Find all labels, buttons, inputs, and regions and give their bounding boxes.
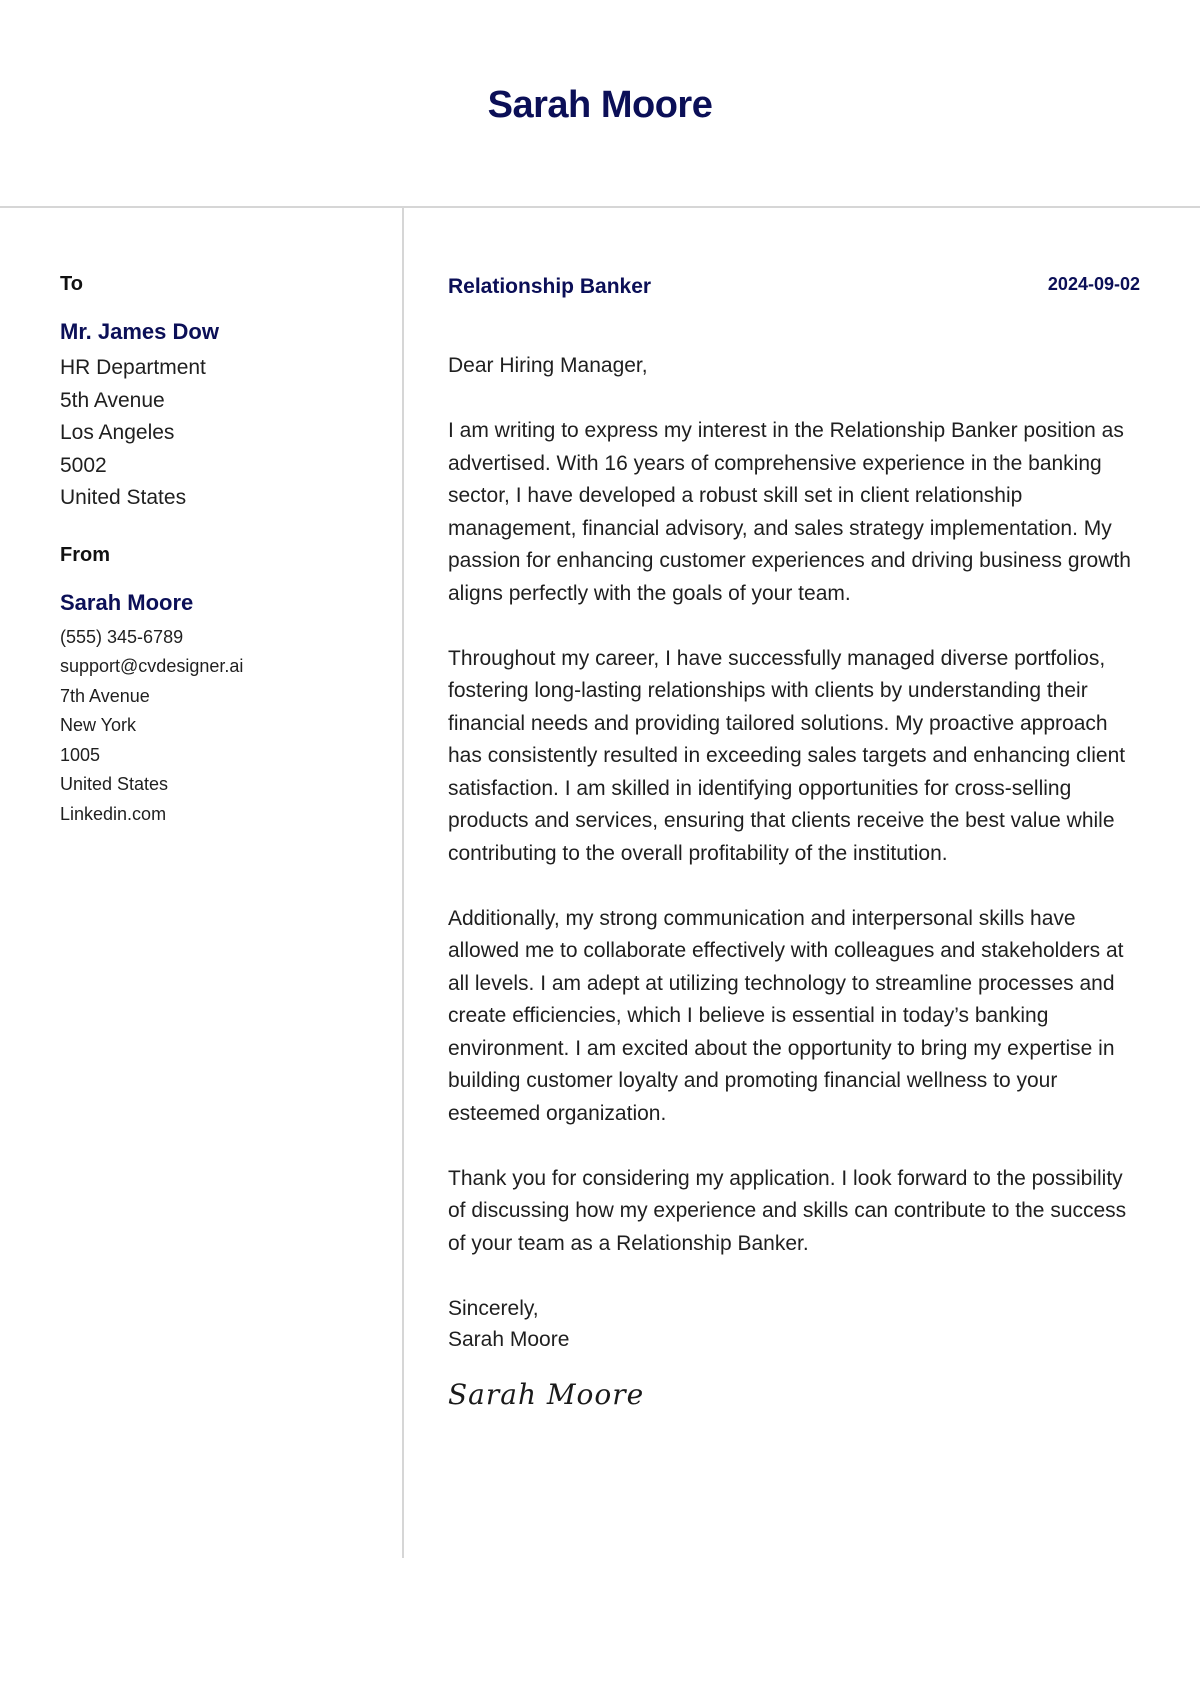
paragraph-closing: Thank you for considering my application. I look forward to the possibility of discussing how my experience and skills can contribute to the success of your team as a Relationship Banker. [448,1166,1127,1255]
page-header [0,0,1200,208]
sender-linkedin: Linkedin.com [60,803,167,824]
letter-heading [448,270,1140,310]
recipient-department: HR Department [60,356,206,379]
recipient-address [60,352,380,515]
applicant-name-title: Sarah Moore [487,84,713,126]
letter-date: 2024-09-02 [1047,274,1140,294]
recipient-street: 5th Avenue [60,388,165,412]
sender-contact-details [60,623,380,830]
signer-name: Sarah Moore [448,1327,570,1351]
handwritten-signature: Sarah Moore [448,1377,645,1411]
sender-email: support@cvdesigner.ai [60,656,244,676]
letter-body-column [448,270,1140,1413]
sender-street: 7th Avenue [60,685,150,706]
paragraph-experience: Throughout my career, I have successfully managed diverse portfolios, fostering long-lasting relationships with clients by understanding their financial needs and providing tailored solutions. My proactive approach has consistently resulted in exceeding sales targets and enhancing client satisfaction. I am skilled in identifying opportunities for cross-selling products and services, ensuring that clients receive the best value while contributing to the overall profitability of the institution. [448,646,1126,865]
recipient-name: Mr. James Dow [60,319,219,344]
recipient-block [60,272,380,515]
recipient-postal-code: 5002 [60,453,107,477]
sender-city: New York [60,715,137,735]
recipient-label: To [60,273,83,295]
sender-block [60,543,380,830]
sender-name: Sarah Moore [60,589,194,615]
address-sidebar [60,272,380,829]
sender-label: From [60,543,110,566]
recipient-city: Los Angeles [60,421,175,444]
salutation: Dear Hiring Manager, [448,354,648,377]
sign-off-block [448,1293,1140,1413]
closing-word: Sincerely, [448,1296,539,1320]
paragraph-intro: I am writing to express my interest in the Relationship Banker position as advertised. With 16 years of comprehensive experience in the banking sector, I have developed a robust skill set in client relationship management, financial advisory, and sales strategy implementation. My passion for enhancing customer experiences and driving business growth aligns perfectly with the goals of your team. [448,419,1131,605]
position-title: Relationship Banker [448,275,652,298]
recipient-country: United States [60,486,187,509]
sender-country: United States [60,774,169,794]
letter-text [448,350,1140,1260]
sender-phone: (555) 345-6789 [60,626,184,647]
paragraph-skills: Additionally, my strong communication and interpersonal skills have allowed me to collaborate effectively with colleagues and stakeholders at all levels. I am adept at utilizing technology to streamline processes and create efficiencies, which I believe is essential in today’s banking environment. I am excited about the opportunity to bring my expertise in building customer loyalty and promoting financial wellness to your esteemed organization. [448,906,1124,1125]
column-divider [402,208,404,1558]
sender-postal-code: 1005 [60,744,101,765]
